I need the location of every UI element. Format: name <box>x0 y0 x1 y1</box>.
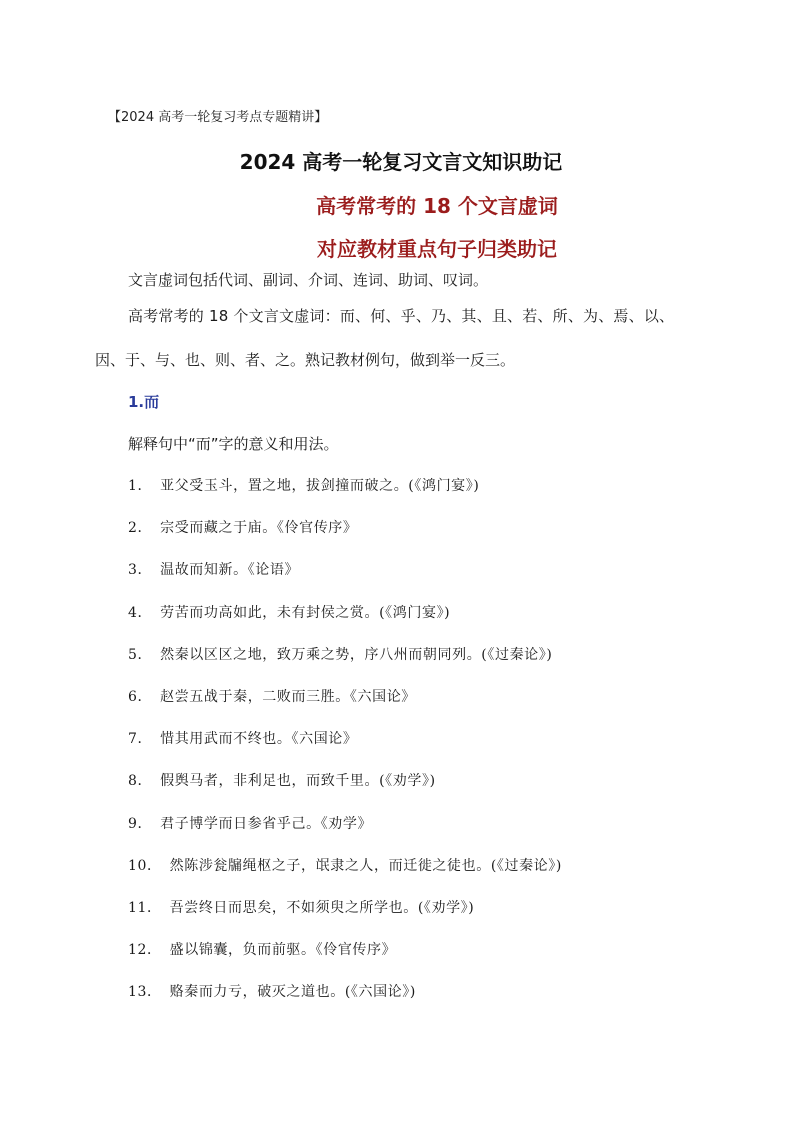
example-sentence <box>128 475 748 517</box>
sentence-text: 劳苦而功高如此，未有封侯之赏。(《鸿门宴》) <box>160 604 451 621</box>
example-sentence <box>128 939 748 981</box>
example-sentence <box>128 897 748 939</box>
sentence-number: 4． <box>128 604 153 621</box>
example-sentence <box>128 517 748 559</box>
example-sentence <box>128 855 748 897</box>
sentence-number: 6． <box>128 688 153 705</box>
intro-paragraph-2-line-2: 因、于、与、也、则、者、之。熟记教材例句，做到举一反三。 <box>95 351 516 369</box>
example-sentence <box>128 813 748 855</box>
sentence-text: 惜其用武而不终也。《六国论》 <box>160 731 358 748</box>
example-sentence <box>128 559 748 601</box>
sentence-text: 假舆马者，非利足也，而致千里。(《劝学》) <box>160 773 436 790</box>
sentence-number: 1． <box>128 478 153 494</box>
example-sentence <box>128 644 748 686</box>
example-sentence <box>128 728 748 770</box>
sentence-number: 11． <box>128 899 162 916</box>
sentence-number: 7． <box>128 731 153 748</box>
sentence-number: 9． <box>128 815 153 832</box>
sentence-text: 吾尝终日而思矣，不如须臾之所学也。(《劝学》) <box>169 899 475 916</box>
sentence-number: 10． <box>128 857 162 874</box>
sentence-number: 3． <box>128 562 153 579</box>
section-instruction: 解释句中“而”字的意义和用法。 <box>128 435 339 453</box>
sentence-text: 亚父受玉斗，置之地，拔剑撞而破之。(《鸿门宴》) <box>160 478 480 494</box>
sentence-text: 宗受而藏之于庙。《伶官传序》 <box>160 520 358 537</box>
sentence-number: 8． <box>128 773 153 790</box>
sentence-text: 盛以锦囊，负而前驱。《伶官传序》 <box>169 942 397 959</box>
intro-paragraph-1: 文言虚词包括代词、副词、介词、连词、助词、叹词。 <box>128 271 489 289</box>
sentence-number: 2． <box>128 520 153 537</box>
example-sentence <box>128 602 748 644</box>
header-tag: 【2024 高考一轮复习考点专题精讲】 <box>108 110 328 125</box>
sentence-number: 13． <box>128 984 162 1001</box>
sentence-number: 5． <box>128 646 153 663</box>
example-sentence <box>128 981 748 1023</box>
sentence-text: 然陈涉瓮牖绳枢之子，氓隶之人，而迁徙之徒也。(《过秦论》) <box>169 857 562 874</box>
subtitle-textbook-sentences: 对应教材重点句子归类助记 <box>317 237 557 261</box>
sentence-text: 温故而知新。《论语》 <box>160 562 300 579</box>
sentence-text: 然秦以区区之地，致万乘之势，序八州而朝同列。(《过秦论》) <box>160 646 553 663</box>
example-sentence-list <box>128 475 748 1023</box>
page-title: 2024 高考一轮复习文言文知识助记 <box>239 150 563 174</box>
section-heading: 1.而 <box>128 393 160 411</box>
example-sentence <box>128 686 748 728</box>
intro-paragraph-2-line-1: 高考常考的 18 个文言文虚词：而、何、乎、乃、其、且、若、所、为、焉、以、 <box>128 307 675 325</box>
sentence-text: 君子博学而日参省乎己。《劝学》 <box>160 815 373 832</box>
example-sentence <box>128 770 748 812</box>
sentence-number: 12． <box>128 942 162 959</box>
sentence-text: 赂秦而力亏，破灭之道也。(《六国论》) <box>169 984 416 1001</box>
subtitle-function-words: 高考常考的 18 个文言虚词 <box>316 194 558 218</box>
sentence-text: 赵尝五战于秦，二败而三胜。《六国论》 <box>160 688 416 705</box>
